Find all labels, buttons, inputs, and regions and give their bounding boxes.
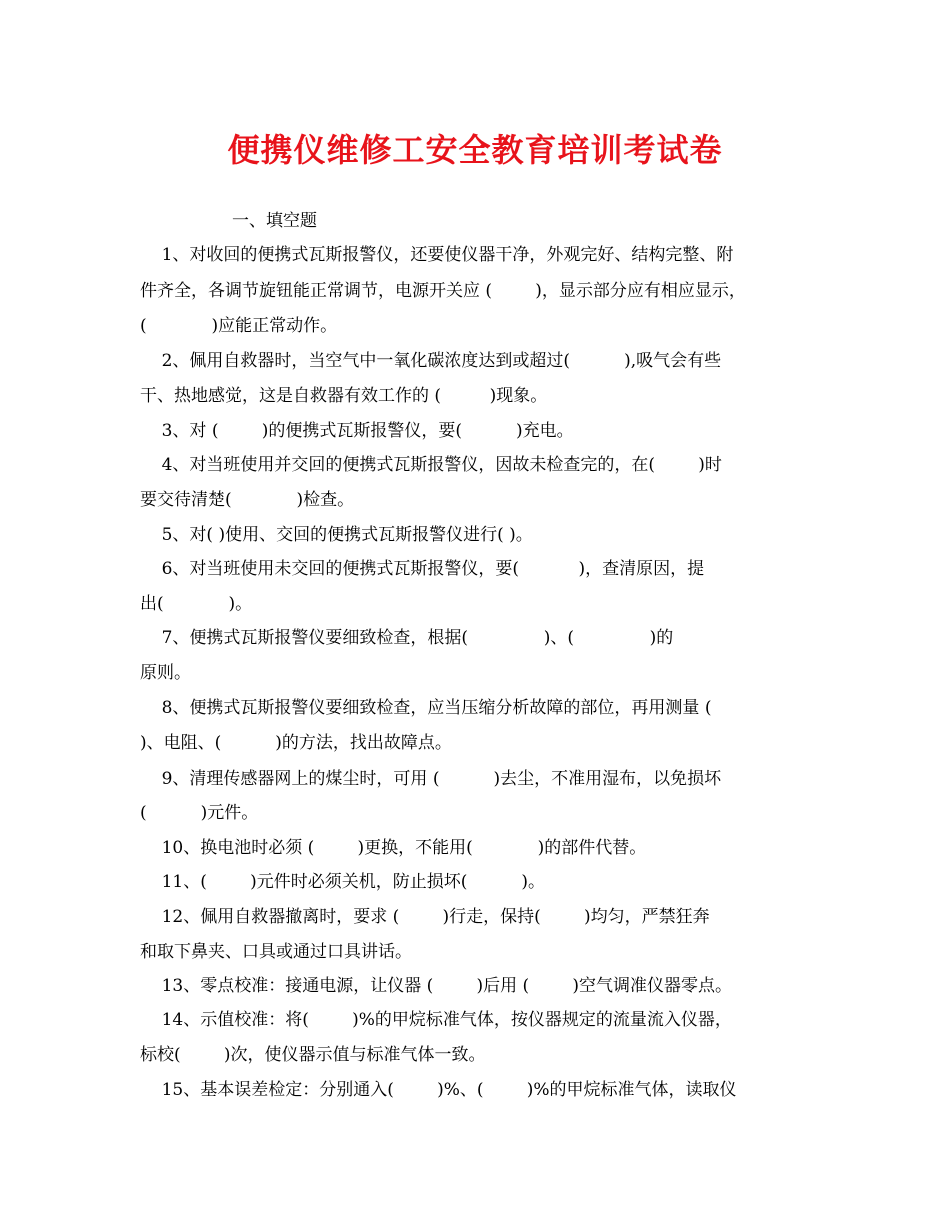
text-line: 3、对 ( )的便携式瓦斯报警仪，要( )充电。 [140,421,574,441]
text-line: ( )应能正常动作。 [140,316,338,336]
text-line: 2、佩用自救器时，当空气中一氧化碳浓度达到或超过( ),吸气会有些 [140,351,722,371]
text-line: 14、示值校准：将( )%的甲烷标准气体，按仪器规定的流量流入仪器， [140,1010,732,1030]
text-line: 5、对( )使用、交回的便携式瓦斯报警仪进行( )。 [140,525,533,545]
text-line: 原则。 [140,663,191,683]
text-line: )、电阻、( )的方法，找出故障点。 [140,733,452,753]
text-line: 要交待清楚( )检查。 [140,490,355,510]
document-title: 便携仪维修工安全教育培训考试卷 [227,131,723,169]
text-line: 11、( )元件时必须关机，防止损坏( )。 [140,872,546,892]
text-line: 9、清理传感器网上的煤尘时，可用 ( )去尘，不准用湿布，以免损坏 [140,769,722,789]
text-line: 出( )。 [140,594,253,614]
text-line: 标校( )次，使仪器示值与标准气体一致。 [140,1045,486,1065]
text-line: 件齐全，各调节旋钮能正常调节，电源开关应 ( )，显示部分应有相应显示， [140,281,746,301]
text-line: 1、对收回的便携式瓦斯报警仪，还要使仪器干净，外观完好、结构完整、附 [140,245,734,265]
text-line: 7、便携式瓦斯报警仪要细致检查，根据( )、( )的 [140,628,674,648]
text-line: ( )元件。 [140,803,259,823]
text-line: 8、便携式瓦斯报警仪要细致检查，应当压缩分析故障的部位，再用测量 ( [140,698,712,718]
text-line: 13、零点校准：接通电源，让仪器 ( )后用 ( )空气调准仪器零点。 [140,976,733,996]
text-line: 4、对当班使用并交回的便携式瓦斯报警仪，因故未检查完的，在( )时 [140,455,722,475]
text-line: 和取下鼻夹、口具或通过口具讲话。 [140,942,412,962]
text-line: 干、热地感觉，这是自救器有效工作的 ( )现象。 [140,386,548,406]
text-line: 10、换电池时必须 ( )更换，不能用( )的部件代替。 [140,838,647,858]
text-line: 15、基本误差检定：分别通入( )%、( )%的甲烷标准气体，读取仪 [140,1080,737,1100]
text-line: 12、佩用自救器撤离时，要求 ( )行走，保持( )均匀，严禁狂奔 [140,907,710,927]
section-heading: 一、填空题 [232,211,317,231]
text-line: 6、对当班使用未交回的便携式瓦斯报警仪，要( )，查清原因，提 [140,559,705,579]
